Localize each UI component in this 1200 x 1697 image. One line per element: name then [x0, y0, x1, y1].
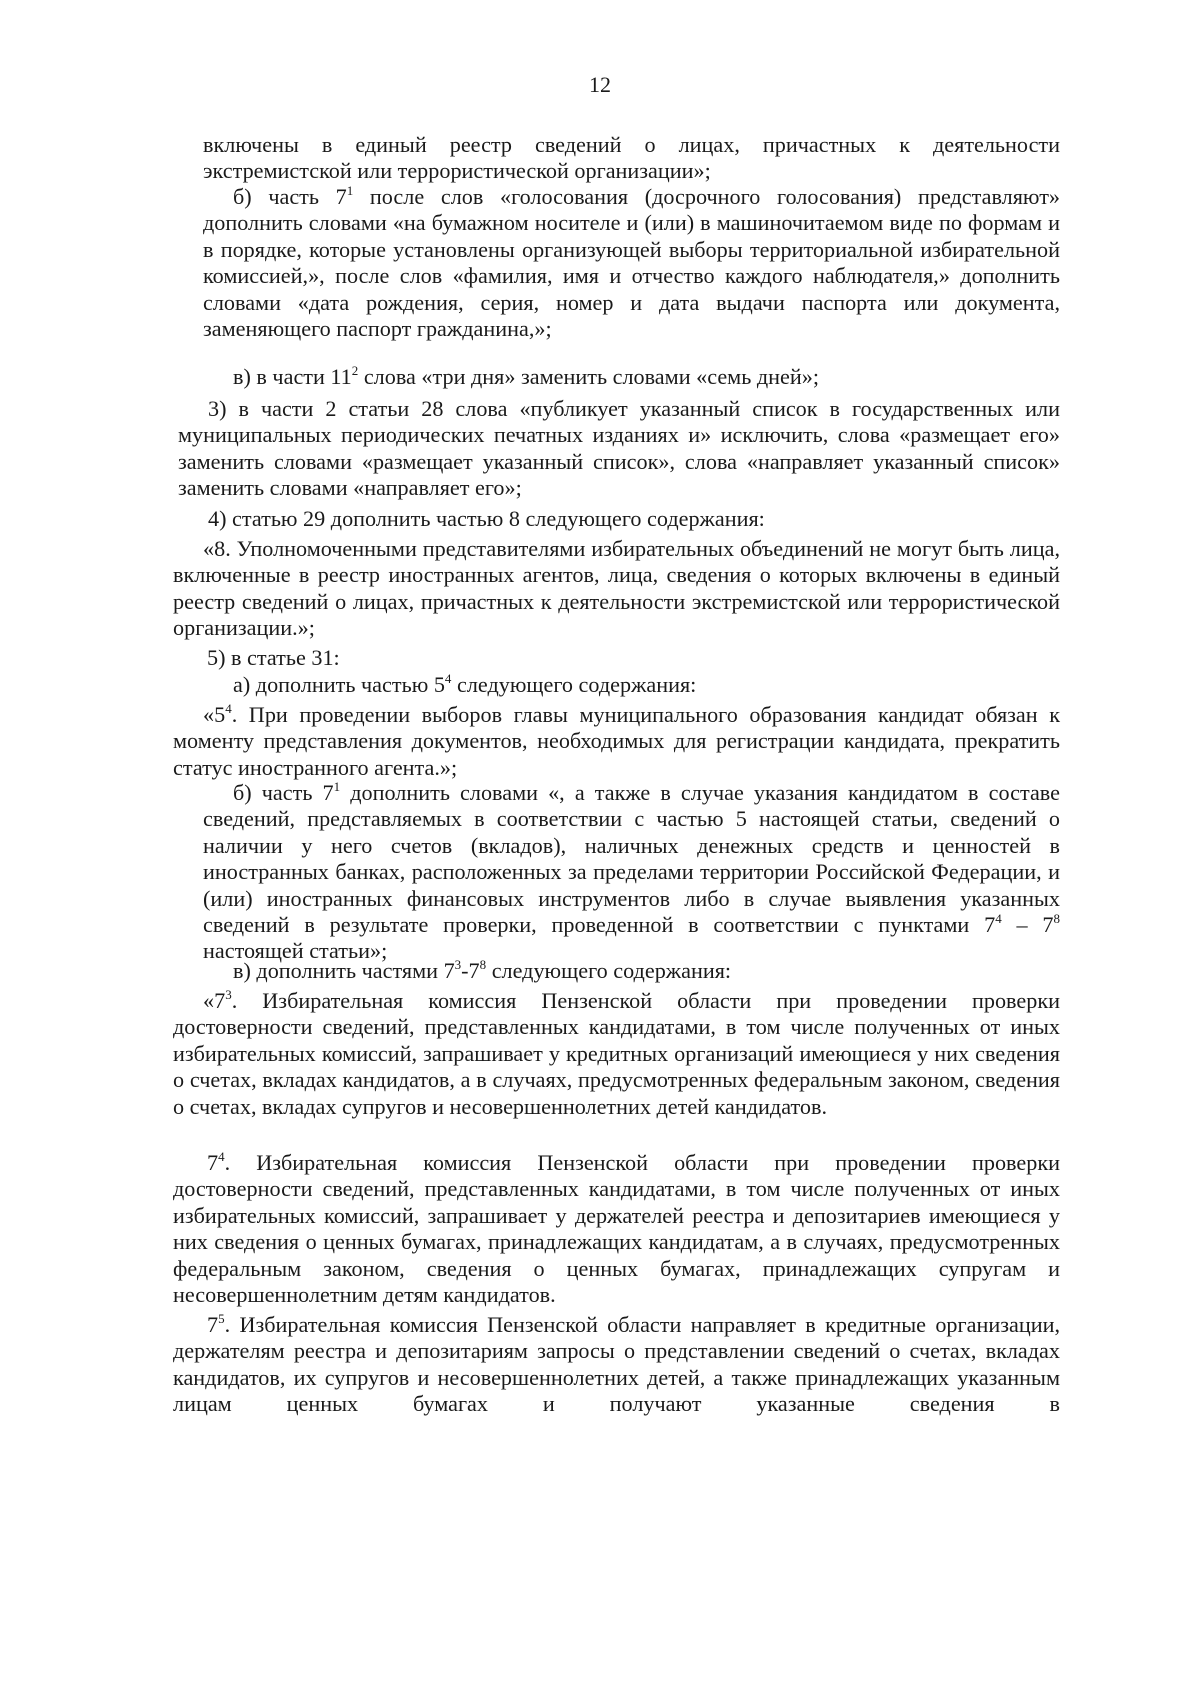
paragraph-point-3-text: 3) в части 2 статьи 28 слова «публикует указанный список в государственных или муниципальных периодических печатных изданиях и» исключить, слова «размещает его» заменить словами «размещает указанный список», слова «направляет указанный список» заменить словами «направляет его»;: [178, 396, 1060, 501]
paragraph-item-v-text: в) в части $11^2$ слова «три дня» заменить словами «семь дней»;: [233, 363, 820, 389]
paragraph-part-7-5-text: $7^5$. Избирательная комиссия Пензенской области направляет в кредитные организации, держателям реестра и депозитариям запросы о представлении сведений о счетах, вкладах кандидатов, их супругов и несовершеннолетних детей, а также принадлежащих указанным лицам ценных бумагах и получают указанные сведения в: [173, 1311, 1060, 1417]
paragraph-1-line-2: экстремистской или террористической организации»;: [203, 158, 711, 184]
paragraph-1-line-1: включены в единый реестр сведений о лицах, причастных к деятельности: [203, 132, 1060, 157]
paragraph-part-5-4-text: «$5^4$. При проведении выборов главы муниципального образования кандидат обязан к моменту представления документов, необходимых для регистрации кандидата, прекратить статус иностранного агента.»;: [173, 701, 1060, 780]
paragraph-item-b2: [173, 780, 1060, 965]
paragraph-point-5-text: 5) в статье 31:: [207, 645, 340, 670]
paragraph-part-7-3-text: «$7^3$. Избирательная комиссия Пензенской области при проведении проверки достоверности сведений, представленных кандидатами, в том числе полученных от иных избирательных комиссий, запрашивает у кредитных организаций имеющиеся у них сведения о счетах, вкладах кандидатов, а в случаях, предусмотренных федеральным законом, сведения о счетах, вкладах супругов и несовершеннолетних детей кандидатов.: [173, 987, 1060, 1119]
paragraph-part-7-3: [173, 988, 1060, 1120]
paragraph-part-5-4: [173, 702, 1060, 781]
page-number: 12: [589, 72, 611, 97]
paragraph-point-4-text: 4) статью 29 дополнить частью 8 следующего содержания:: [208, 506, 765, 531]
paragraph-point-5: [173, 645, 1060, 671]
paragraph-item-b: [173, 184, 1060, 342]
paragraph-item-b2-text: б) часть $7^1$ дополнить словами «, а также в случае указания кандидатом в составе сведений, представляемых в соответствии с частью 5 настоящей статьи, сведений о наличии у него счетов (вкладов), наличных денежных средств и ценностей в иностранных банках, расположенных за пределами территории Российской Федерации, и (или) иностранных финансовых инструментов либо в случае выявления указанных сведений в результате проверки, проведенной в соответствии с пунктами $7^4 - 7^8$ настоящей статьи»;: [203, 779, 1061, 964]
paragraph-part-7-5: [173, 1312, 1060, 1418]
paragraph-item-b-text: б) часть $7^1$ после слов «голосования (досрочного голосования) представляют» дополнить словами «на бумажном носителе и (или) в машиночитаемом виде по формам и в порядке, которые установлены организующей выборы территориальной избирательной комиссией,», после слов «фамилия, имя и отчество каждого наблюдателя,» дополнить словами «дата рождения, серия, номер и дата выдачи паспорта или документа, заменяющего паспорт гражданина,»;: [203, 183, 1060, 342]
paragraph-point-4: [173, 506, 1060, 532]
paragraph-part-8-text: «8. Уполномоченными представителями избирательных объединений не могут быть лица, включенные в реестр иностранных агентов, лица, сведения о которых включены в единый реестр сведений о лицах, причастных к деятельности экстремистской или террористической организации.»;: [173, 536, 1060, 641]
paragraph-part-7-4: [173, 1150, 1060, 1308]
paragraph-item-v: [173, 364, 1060, 390]
paragraph-item-a-text: а) дополнить частью $5^4$ следующего содержания:: [233, 671, 697, 697]
paragraph-item-v2-text: в) дополнить частями $7^3-7^8$ следующего содержания:: [233, 957, 732, 983]
paragraph-point-3: [173, 396, 1060, 502]
paragraph-1: [173, 132, 1060, 185]
paragraph-item-v2: [173, 958, 1060, 984]
paragraph-item-a: [173, 672, 1060, 698]
paragraph-part-8: [173, 536, 1060, 642]
paragraph-part-7-4-text: $7^4$. Избирательная комиссия Пензенской области при проведении проверки достоверности сведений, представленных кандидатами, в том числе полученных от иных избирательных комиссий, запрашивает у держателей реестра и депозитариев имеющиеся у них сведения о ценных бумагах, принадлежащих кандидатам, а в случаях, предусмотренных федеральным законом, сведения о ценных бумагах, принадлежащих супругам и несовершеннолетним детям кандидатов.: [173, 1149, 1060, 1308]
